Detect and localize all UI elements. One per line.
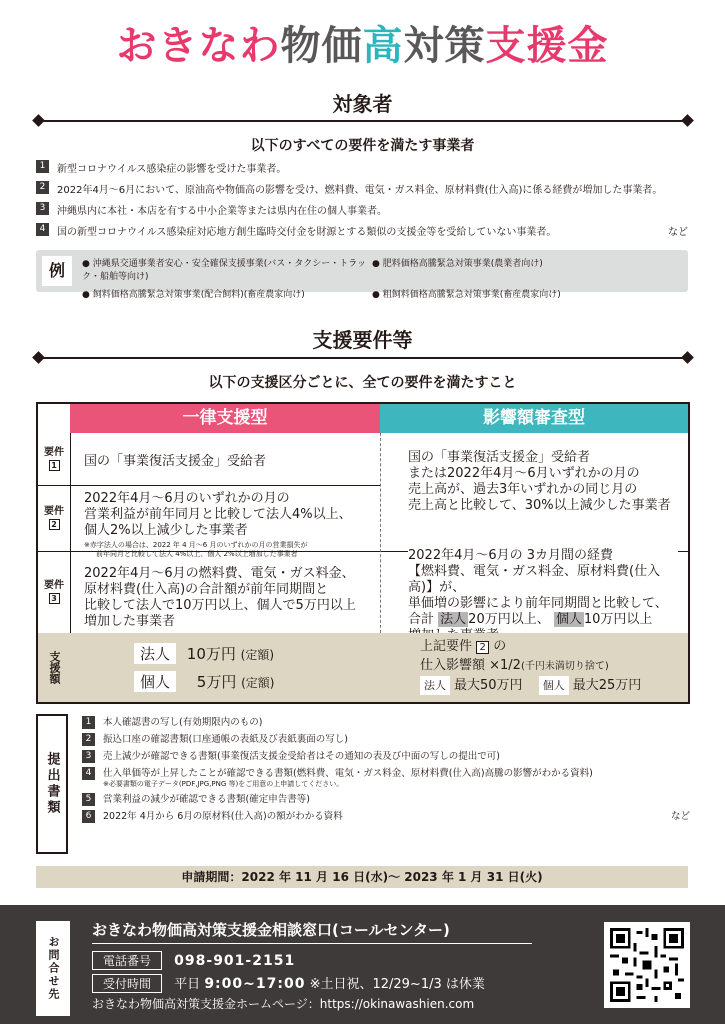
row-label-amount: 支援額: [38, 633, 70, 702]
support-heading: 支援要件等: [312, 328, 413, 352]
support-table: [36, 402, 690, 704]
impact-req12: 国の「事業復活支援金」受給者 または2022年4月～6月いずれかの月の 売上高が、過去3年いずれかの同じ月の 売上高と比較して、30%以上減少した事業者: [408, 450, 671, 513]
requirement-text: 2022年4月～6月において、原油高や物価高の影響を受け、燃料費、電気・ガス料金、原材料費(仕入高)に係る経費が増加した事業者。: [57, 185, 663, 196]
divider: [38, 120, 688, 122]
requirement-list: [36, 160, 696, 244]
list-item: [36, 202, 696, 223]
amount-corp: 法人 10万円 (定額): [134, 643, 274, 664]
number-badge: 4: [36, 223, 49, 236]
uniform-req3: 2022年4月～6月の燃料費、電気・ガス料金、 原材料費(仕入高)の合計額が前年同期間と 比較して法人で10万円以上、個人で5万円以上 増加した事業者: [84, 566, 356, 629]
uniform-req2: 2022年4月～6月のいずれかの月の 営業利益が前年同月と比較して法人4%以上、 個人2%以上減少した事業者 ※赤字法人の場合は、2022 年 4 月～6 月のいずれかの月の営業損失が 前年同月と比較して法人 4%以上、個人 2%以上増加した事業者: [84, 491, 352, 558]
requirement-text: 沖縄県内に本社・本店を有する中小企業等または県内在住の個人事業者。: [57, 206, 387, 217]
list-item: 1 本人確認書の写し(有効期限内のもの): [82, 716, 692, 729]
column-header-impact: 影響額審査型: [380, 404, 688, 433]
list-item: [36, 160, 696, 181]
row-label-req1: 要件 1: [44, 447, 64, 470]
page-title: [0, 14, 725, 71]
example-item: ● 肥料価格高騰緊急対策事業(農業者向け): [372, 259, 543, 269]
requirement-text: 新型コロナウイルス感染症の影響を受けた事業者。: [57, 164, 287, 175]
example-tag: 例: [42, 256, 72, 286]
title-part2: 物価: [280, 23, 363, 69]
example-item: ● 粗飼料価格高騰緊急対策事業(畜産農家向け): [372, 290, 561, 300]
divider-diamond: [32, 351, 45, 364]
row-label-req3: 要件 3: [44, 580, 64, 603]
support-amount-row: [38, 633, 688, 702]
documents-section: [36, 714, 690, 854]
divider: [38, 357, 688, 359]
amount-impact: 上記要件 2 の 仕入影響額 ×1/2(千円未満切り捨て) 法人 最大50万円 個人 最大25万円: [420, 639, 642, 693]
phone-number[interactable]: 098-901-2151: [174, 953, 296, 969]
list-item: 5 営業利益の減少が確認できる書類(確定申告書等): [82, 793, 692, 806]
list-item: 2 振込口座の確認書類(口座通帳の表紙及び表紙裏面の写し): [82, 733, 692, 746]
uniform-req1: 国の「事業復活支援金」受給者: [84, 454, 267, 469]
number-badge: 3: [36, 202, 49, 215]
amount-individual: 個人 5万円 (定額): [134, 671, 275, 692]
qr-code-icon[interactable]: [604, 922, 690, 1008]
example-box: [36, 250, 688, 300]
title-part4: 対策: [403, 23, 486, 69]
title-part1: おきなわ: [116, 23, 281, 69]
eligibility-subheading: 以下のすべての要件を満たす事業者: [250, 138, 475, 154]
impact-req3: 2022年4月～6月の 3カ月間の経費 【燃料費、電気・ガス料金、原材料費(仕入高)】が、 単価増の影響により前年同期間と比較して、 合計 法人 20万円以上、 個人 10万円以上: [408, 544, 678, 644]
column-header-uniform: 一律支援型: [70, 404, 380, 433]
list-item: 3 売上減少が確認できる書類(事業復活支援金受給者はその通知の表及び中面の写しの提出で可): [82, 750, 692, 763]
callcenter-heading: おきなわ物価高対策支援金相談窓口(コールセンター): [92, 921, 450, 939]
phone-row: 電話番号 098-901-2151: [92, 951, 295, 970]
number-badge: 1: [36, 160, 49, 173]
title-part3: 高: [362, 23, 404, 69]
inquiry-label: お問合せ先: [36, 921, 70, 1016]
homepage-link[interactable]: おきなわ物価高対策支援金ホームページ：https://okinawashien.com: [92, 997, 475, 1011]
documents-label: 提出書類: [36, 714, 68, 854]
divider-diamond: [681, 351, 694, 364]
application-period: 申請期間：2022 年 11 月 16 日(水)～ 2023 年 1 月 31 日(火): [36, 866, 688, 888]
title-part5: 支援金: [485, 23, 609, 69]
list-item: [36, 223, 696, 244]
eligibility-heading: 対象者: [332, 92, 393, 116]
list-item: 6 2022年 4月から 6月の原材料(仕入高)の額がわかる資料 など: [82, 810, 692, 823]
requirement-text: 国の新型コロナウイルス感染症対応地方創生臨時交付金を財源とする類似の支援金等を受給していない事業者。: [57, 227, 557, 238]
footer: [0, 905, 725, 1024]
number-badge: 2: [36, 181, 49, 194]
example-item: ● 飼料価格高騰緊急対策事業(配合飼料)(畜産農家向け): [82, 290, 305, 300]
requirement-suffix: など: [668, 227, 688, 238]
support-subheading: 以下の支援区分ごとに、全ての要件を満たすこと: [208, 375, 517, 391]
example-item: ● 沖縄県交通事業者安心・安全確保支援事業(バス・タクシー・トラック・船舶等向け): [82, 259, 367, 282]
hours-row: 受付時間 平日 9:00~17:00 ※土日祝、12/29~1/3 は休業: [92, 973, 485, 993]
list-item: [36, 181, 696, 202]
list-item: 4 仕入単価等が上昇したことが確認できる書類(燃料費、電気・ガス料金、原材料費(仕入高)高騰の影響がわかる資料) ※必要書類の電子データ(PDF,JPG,PNG 等)をご用意の上申請してください。: [82, 767, 692, 789]
row-label-req2: 要件 2: [44, 506, 64, 529]
